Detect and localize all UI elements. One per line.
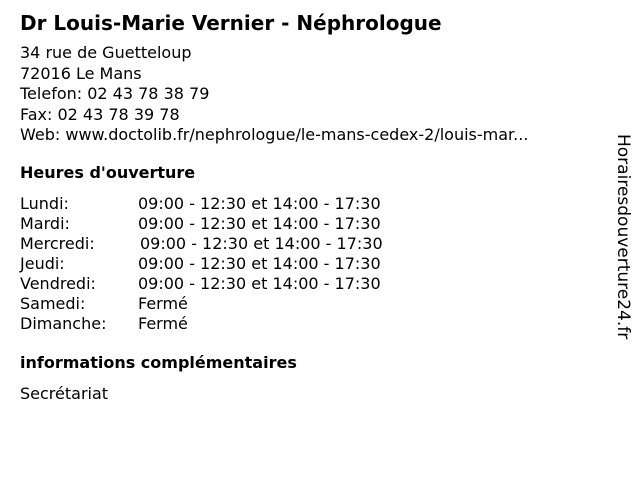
day-hours: 09:00 - 12:30 et 14:00 - 17:30 (138, 274, 381, 293)
day-label: Mercredi: (20, 234, 95, 253)
site-watermark: Horairesdouverture24.fr (613, 134, 633, 340)
fax-number: Fax: 02 43 78 39 78 (20, 104, 180, 124)
address-city: 72016 Le Mans (20, 63, 142, 83)
day-label: Vendredi: (20, 274, 96, 293)
day-hours: 09:00 - 12:30 et 14:00 - 17:30 (138, 214, 381, 233)
day-hours: 09:00 - 12:30 et 14:00 - 17:30 (140, 234, 383, 253)
day-hours: Fermé (138, 314, 188, 333)
additional-info-text: Secrétariat (20, 384, 109, 403)
contact-block (20, 43, 528, 146)
day-label: Lundi: (20, 194, 69, 213)
day-label: Samedi: (20, 294, 86, 313)
additional-info-heading: informations complémentaires (20, 353, 297, 372)
day-hours: 09:00 - 12:30 et 14:00 - 17:30 (138, 254, 381, 273)
address-street: 34 rue de Guetteloup (20, 43, 192, 62)
day-hours: Fermé (138, 294, 188, 313)
opening-hours-heading: Heures d'ouverture (20, 163, 196, 182)
day-hours: 09:00 - 12:30 et 14:00 - 17:30 (138, 194, 381, 213)
phone-number[interactable]: Telefon: 02 43 78 38 79 (20, 84, 210, 103)
day-label: Dimanche: (20, 314, 107, 333)
day-label: Mardi: (20, 214, 70, 233)
page-title: Dr Louis-Marie Vernier - Néphrologue (20, 11, 442, 35)
website-link[interactable]: Web: www.doctolib.fr/nephrologue/le-mans-cedex-2/louis-mar... (20, 125, 529, 144)
day-label: Jeudi: (20, 254, 65, 273)
